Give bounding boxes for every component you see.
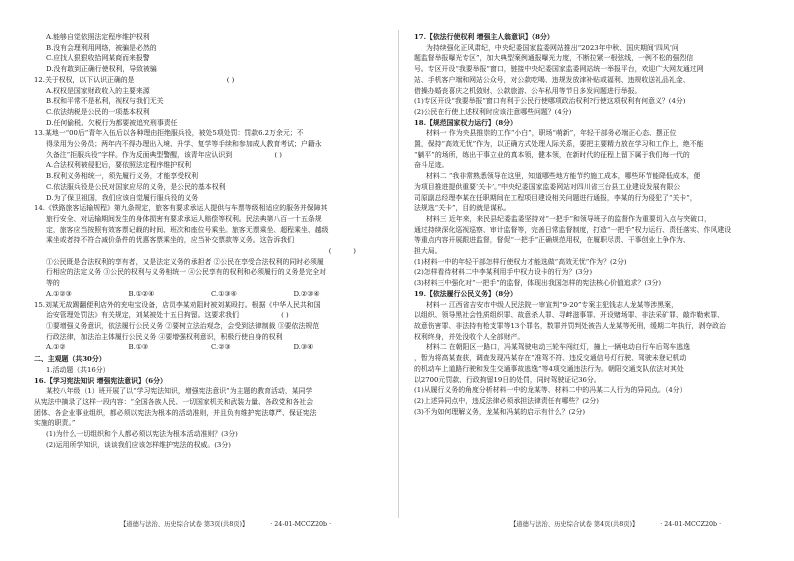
q15-stem-line-2: 治安管理处罚法》有关规定，刘某被处十五日拘留。这要求我们 ( ) [46, 311, 289, 320]
q12-option-c: C.依法纳税是公民的一项基本权利 [46, 107, 150, 116]
q14-option-b: B.①②④ [128, 289, 155, 298]
q13-option-b: B.权利义务相统一，须先履行义务，才能享受权利 [46, 172, 198, 181]
q17-heading: 17.【依法行使权利 增强主人翁意识】（8分） [414, 33, 554, 41]
q19-material-1-line-3: 故意伤害罪、非法持有枪支罪等13个罪名，数罪并罚判处被告人龙某等死刑，缓期二年执行，剥夺政治 [414, 321, 726, 330]
q15-statement-line-2: 行政法律，加法治主体履行公民义务 ④要增强权利意识，积极行使自身的权利 [46, 332, 283, 341]
q15-statement-line-1: ①要增强义务意识，依法履行公民义务 ②要树立法治观念，会受到法律制裁 ③要依法规范 [46, 321, 320, 330]
q18-material-2-line-2: 为项目推进提供重要‘关卡’。”中央纪委国家监委网站对四川省三台县工业建设发展有限公 [414, 182, 681, 191]
q19-sub-question-3: (3)不为如何理解义务，龙某和冯某的启示有什么？(2分) [414, 407, 586, 416]
q19-material-2-line-3: 的机动车上道路行驶和发生交通事故逃逸”等4项交通违法行为。朝阳交通支队依法对其处 [414, 364, 684, 373]
q18-sub-question-3: (3)材料三中强化对“一把手”的监督，体现出我国怎样的宪法核心价值追求？(3分) [414, 279, 662, 288]
q19-heading: 19.【依法履行公民义务】（8分） [414, 289, 517, 298]
q16-sub-question-2: (2)运用所学知识，谈谈我们应该怎样维护宪法的权威。(3分) [46, 440, 231, 449]
q19-material-2-line-1: 材料二 在朝阳区一路口，冯某驾驶电动三轮车闯红灯，撞上一辆电动自行车后驾车逃逸 [426, 343, 691, 352]
q14-statement-line-1: ①公民既是合法权利的享有者，又是法定义务的承担者 ②公民在享受合法权利的同时必须履 [46, 257, 324, 266]
q11-option-a: A.能够自觉依照法定程序维护权利 [46, 33, 150, 41]
q11-option-c: C.应找人狠狠收拾网某商而来报警 [46, 54, 150, 63]
q17-material-line-5: 借操办婚丧喜庆之机敛财、公款旅游、公车私用等节日多发问题进行举报。 [414, 86, 642, 95]
q17-material-line-3: 号。专区开设“我要举报”窗口，链接中央纪委国家监委网站统一举报平台，欢迎广大网友通过网 [414, 65, 704, 74]
q14-statement-line-2: 行相应的法定义务 ③公民的权利与义务相统一 ④公民享有的权利和必须履行的义务是完全对 [46, 268, 327, 277]
q18-material-3-line-4: 担大局。 [414, 247, 442, 256]
q14-option-a: A.①②③ [46, 289, 72, 298]
q15-option-d: D.③④ [293, 343, 314, 352]
q17-material-line-4: 站、手机客户端和网站公众号，对公款吃喝、违规发放津补贴或福利、违规收送礼品礼金、 [414, 75, 690, 84]
q12-option-a: A.权权是国家财政收入的主要来源 [46, 86, 150, 95]
question-14 [34, 203, 376, 299]
q14-option-c: C.①③④ [211, 289, 237, 298]
q13-stem-line-3: 久备注“拒服兵役”字样。作为反面典型警醒，该青年应认识到 ( ) [46, 150, 282, 159]
column-divider [398, 30, 399, 518]
question-16 [34, 376, 376, 451]
q14-answer-paren: ( ) [328, 247, 356, 256]
q15-option-a: A.①② [46, 343, 66, 352]
left-column [34, 32, 376, 512]
footer-left-title: 【道德与法治、历史综合试卷 第3页(共8页)】 [120, 521, 249, 528]
q18-material-3-line-2: 通过持续深化巡视巡察、审计监督等，完善日常监督制度，打造“一把手”权力运行、责任落实、作风建设 [414, 225, 732, 234]
question-19 [414, 289, 756, 417]
q16-material-line-2: 从宪法中摘录了这样一段内容：“全国各族人民、一切国家机关和武装力量、各政党和各社会 [34, 397, 314, 406]
q11-options [34, 32, 376, 75]
q14-options [34, 289, 376, 300]
q14-statement-line-3: 等的 [46, 279, 60, 288]
q11-option-d: D.没有敢到正确行使权利，导致被骗 [46, 65, 157, 74]
q19-material-2-line-2: ，暂为将高某查获，调查发现冯某存在“准驾不符、违反交通信号灯行驶、驾驶未登记机动 [414, 354, 687, 363]
q16-material-line-4: 实施的职责。” [34, 419, 76, 428]
q19-material-1-line-4: 权利终身，并处没收个人全部财产。 [414, 332, 525, 341]
q12-answer-paren: ( ) [226, 75, 235, 84]
q12-option-b: B.权和平常不是私利，视权与我们无关 [46, 97, 164, 106]
q14-stem-line-1: 14.《铁路旅客运输规程》第九条规定，旅客有要求承运人提供与车票等级相适应的服务并保障其 [34, 204, 328, 213]
q13-option-d: D.为了保卫祖国，我们应该自觉履行服兵役的义务 [46, 193, 199, 202]
page-footer-right [510, 520, 721, 532]
footer-right-code: · 24-01-MCCZ20b · [660, 521, 722, 528]
question-17 [414, 32, 756, 118]
q16-material-line-3: 团体、各企业事业组织，都必须以宪法为根本的活动准则，并且负有维护宪法尊严、保证宪法 [34, 408, 317, 417]
right-column [414, 32, 756, 512]
q15-option-b: B.①③ [128, 343, 149, 352]
section-2-heading: 二、主观题（共30分） [34, 355, 106, 364]
q18-material-1-line-1: 材料一 作为央县推崇的工作“小白”，职场“萌新”，年轻干部务必端正心态、摆正位 [426, 129, 677, 138]
q17-material-line-1: 为持续强化正风肃纪，中央纪委国家监委网站推出“2023年中秋、国庆期间‘四风’问 [426, 43, 679, 52]
q15-stem-line-1: 15.刘某无故踢翻便利店外的充电宝设备，店员李某劝阻时被刘某殴打。根据《中华人民共和国 [34, 300, 321, 309]
q14-stem-line-3: 定，旅客应当按照有效客票记载的时间、班次和座位号乘坐。旅客无票乘坐、超程乘坐、越级 [46, 225, 329, 234]
q19-sub-question-1: (1)从履行义务的角度分析材料一中的龙某等、材料二中的冯某二人行为的异同点。（4分） [414, 386, 687, 395]
q18-material-1-line-2: 置，保持“高效无忧”作为，以正确方式处理人际关系，要把主要精力放在学习和工作上，绝不能 [414, 140, 704, 149]
q19-material-1-line-2: 以组织、领导黑社会性质组织罪、故意杀人罪、寻衅滋事罪、开设赌场罪、非法采矿罪、敲诈勒索罪、 [414, 311, 725, 320]
q18-heading: 18.【规范国家权力运行】（8分） [414, 118, 517, 127]
q13-stem-line-1: 13.某地一“00后”青年入伍后以各种理由拒绝服兵役，被处5项处罚：罚款6.2万余元；不 [34, 129, 304, 138]
q17-sub-question-1: (1)专区开设“我要举报”窗口有利于公民行使哪项政治权利?行使这项权利有何意义？(4分) [414, 97, 686, 106]
question-18 [414, 118, 756, 289]
section-2-1-heading: 1.活动题（共16分） [46, 365, 110, 374]
q18-material-2-line-1: 材料二 “我非常熟悉领导在这里，知道哪些地方能节约施工成本，哪些环节能降低成本，便 [426, 172, 701, 181]
q14-option-d: D.②③④ [293, 289, 320, 298]
q16-heading: 16.【学习宪法知识 增强宪法意识】（6分） [34, 376, 167, 385]
q18-material-2-line-4: 法规选“关卡”，目的就是谋私。 [414, 204, 511, 213]
q18-material-1-line-3: “躺平”的场所，练出干事立业的真本领，健本领，在新时代的征程上留下属于我们每一代的 [414, 150, 690, 159]
q13-answer-paren: ( ) [274, 150, 282, 159]
footer-left-code: · 24-01-MCCZ20b · [270, 521, 332, 528]
q18-material-3-line-3: 等重点内容开展跟进监督，督促“一把手”正确规范用权，在履职尽责、干事创业上争作为、 [414, 236, 690, 245]
q13-stem-line-2: 得录用为公务员；两年内不得办理出入境、升学、复学等手续和参加成人教育考试；户籍永 [46, 140, 322, 149]
q14-stem-line-4: 乘坐或者持不符合减价条件的优惠客票乘坐的，应当补交票款等义务。这告诉我们 [46, 236, 295, 245]
page-footer-left [120, 520, 331, 532]
q17-sub-question-2: (2)公民在行使上述权利时应该注意哪些问题？(4分) [414, 107, 572, 116]
question-15 [34, 300, 376, 354]
q18-sub-question-1: (1)材料一中的年轻干部怎样行使权力才能选做“高效无忧”作为？(2分) [414, 257, 627, 266]
q18-material-1-line-4: 奋斗足迹。 [414, 161, 449, 170]
q19-sub-question-2: (2)上述异同点中，违反法律必须承担法律责任有哪些？(2分) [414, 396, 599, 405]
question-13 [34, 128, 376, 203]
q14-stem-line-2: 旅行安全、对运输期间发生的身体损害有要求承运人赔偿等权利。民法典第八百一十五条规 [46, 214, 322, 223]
q13-option-a: A.合法权利被侵犯后，要依照法定程序维护权利 [46, 161, 191, 170]
q19-material-1-line-1: 材料一 江西省吉安市中级人民法院一审宣判“9·20”专案主犯钱志人龙某等涉黑案， [426, 300, 678, 309]
q15-answer-paren: ( ) [281, 311, 289, 320]
q18-sub-question-2: (2)怎样看待材料二中李某利用手中权力设卡的行为？(3分) [414, 268, 593, 277]
q18-material-2-line-3: 司原副总经理李某在任职期间在工程项目建设相关问题进行通报，李某的行为侵犯了“关卡”， [414, 193, 697, 202]
q15-options [34, 342, 376, 353]
q15-option-c: C.②③ [211, 343, 231, 352]
question-12 [34, 75, 376, 129]
q18-material-3-line-1: 材料三 近年来，来民县纪委监委坚持对“一把手”和领导班子的监督作为重要切入点与突破口， [426, 214, 711, 223]
q19-material-2-line-4: 以2700元罚款、行政拘留19日的处罚，同时驾驶证记36分。 [414, 375, 601, 384]
q16-sub-question-1: (1)为什么一切组织和个人都必须以宪法为根本活动准则？(3分) [46, 430, 238, 439]
q17-material-line-2: 题监督举报曝光专区”，加大典型案例通报曝光力度，不断拉紧一根弦线，一例不松的强烈信 [414, 54, 694, 63]
q11-option-b: B.没有会理利用网络，被骗是必然的 [46, 43, 157, 52]
q13-option-c: C.依法服兵役是公民对国家应尽的义务，是公民的基本权利 [46, 182, 226, 191]
q12-option-d: D.任何偷税、欠税行为都要被追究刑事责任 [46, 118, 178, 127]
q12-stem: 12.关于权权，以下认识正确的是 ( ) [34, 75, 235, 84]
q16-material-line-1: 某校八年级（1）班开展了以“学习宪法知识，增强宪法意识”为主题的教育活动，某同学 [46, 387, 313, 396]
footer-right-title: 【道德与法治、历史综合试卷 第4页(共8页)】 [510, 521, 639, 528]
